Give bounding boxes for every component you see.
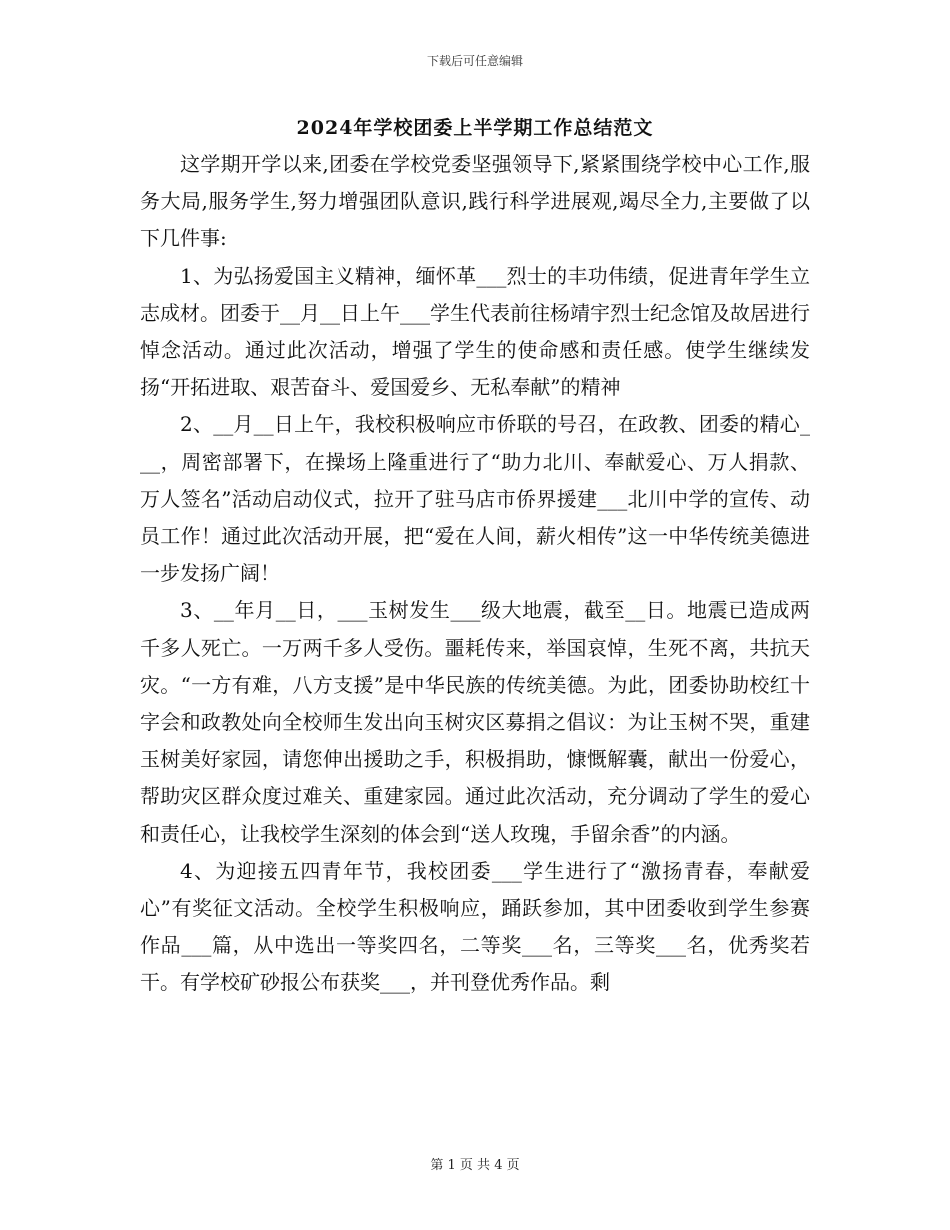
paragraph-item-2: 2、__月__日上午，我校积极响应市侨联的号召，在政教、团委的精心___，周密部署下，在操场上隆重进行了“助力北川、奉献爱心、万人捐款、万人签名”活动启动仪式，拉开了驻马店市侨界援建___北川中学的宣传、动员工作！通过此次活动开展，把“爱在人间，薪火相传”这一中华传统美德进一步发扬广阔！ xyxy=(140,412,810,586)
paragraph-item-1: 1、为弘扬爱国主义精神，缅怀革___烈士的丰功伟绩，促进青年学生立志成材。团委于__月__日上午___学生代表前往杨靖宇烈士纪念馆及故居进行悼念活动。通过此次活动，增强了学生的使命感和责任感。使学生继续发扬“开拓进取、艰苦奋斗、爱国爱乡、无私奉献”的精神 xyxy=(140,263,810,400)
paragraph-item-3: 3、__年月__日，___玉树发生___级大地震，截至__日。地震已造成两千多人死亡。一万两千多人受伤。噩耗传来，举国哀悼，生死不离，共抗天灾。“一方有难，八方支援”是中华民族的传统美德。为此，团委协助校红十字会和政教处向全校师生发出向玉树灾区募捐之倡议：为让玉树不哭，重建玉树美好家园，请您伸出援助之手，积极捐助，慷慨解囊，献出一份爱心，帮助灾区群众度过难关、重建家园。通过此次活动，充分调动了学生的爱心和责任心，让我校学生深刻的体会到“送人玫瑰，手留余香”的内涵。 xyxy=(140,598,810,846)
paragraph-intro: 这学期开学以来,团委在学校党委坚强领导下,紧紧围绕学校中心工作,服务大局,服务学生,努力增强团队意识,践行科学进展观,竭尽全力,主要做了以下几件事: xyxy=(140,152,810,251)
paragraph-item-4: 4、为迎接五四青年节，我校团委___学生进行了“激扬青春，奉献爱心”有奖征文活动。全校学生积极响应，踊跃参加，其中团委收到学生参赛作品___篇，从中选出一等奖四名，二等奖___名，三等奖___名，优秀奖若干。有学校矿砂报公布获奖___，并刊登优秀作品。剩 xyxy=(140,858,810,995)
document-body xyxy=(140,146,810,1002)
page-indicator: 第 1 页 共 4 页 xyxy=(430,1158,520,1173)
document-title: 2024年学校团委上半学期工作总结范文 xyxy=(296,117,654,139)
header-note: 下载后可任意编辑 xyxy=(426,54,523,68)
